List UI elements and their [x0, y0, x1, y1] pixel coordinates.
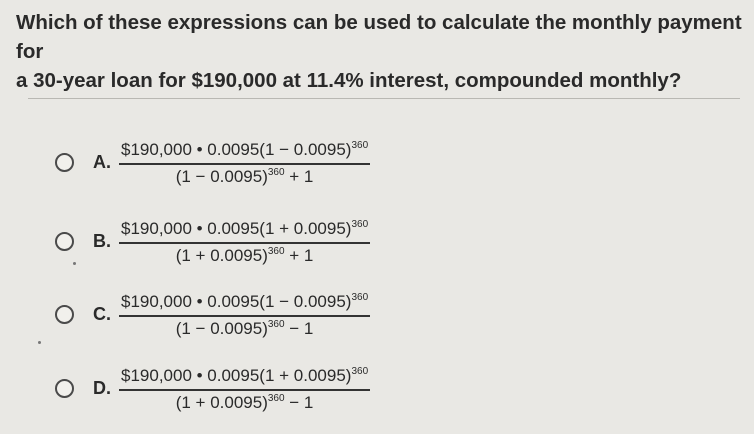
exponent: 360 — [351, 219, 369, 230]
fraction-expression — [119, 140, 370, 187]
question-text — [16, 8, 746, 95]
denominator — [176, 391, 314, 413]
numerator — [119, 292, 370, 315]
denominator-tail: − 1 — [284, 392, 314, 412]
numerator — [119, 140, 370, 163]
divider — [28, 98, 740, 99]
exponent: 360 — [267, 392, 285, 404]
radio-button-c[interactable] — [55, 305, 74, 324]
numerator-text: $190,000 • 0.0095(1 − 0.0095) — [121, 292, 352, 311]
stray-dot — [73, 262, 76, 265]
option-letter: A. — [93, 152, 111, 172]
option-d[interactable] — [55, 366, 415, 418]
denominator — [176, 165, 314, 187]
exponent: 360 — [267, 318, 285, 330]
denominator-text: (1 + 0.0095) — [175, 392, 268, 412]
fraction-expression — [119, 366, 370, 413]
option-b[interactable] — [55, 219, 415, 271]
exponent: 360 — [351, 140, 369, 151]
radio-button-a[interactable] — [55, 153, 74, 172]
denominator-text: (1 − 0.0095) — [175, 318, 268, 338]
fraction-expression — [119, 292, 370, 339]
denominator — [176, 317, 314, 339]
numerator-text: $190,000 • 0.0095(1 + 0.0095) — [121, 219, 352, 238]
numerator — [119, 219, 370, 242]
exponent: 360 — [267, 245, 285, 257]
option-letter: D. — [93, 378, 111, 398]
question-line-1: Which of these expressions can be used to calculate the monthly payment for — [16, 11, 742, 63]
denominator-tail: + 1 — [284, 166, 314, 186]
exponent: 360 — [351, 292, 369, 303]
denominator-tail: − 1 — [284, 318, 314, 338]
option-letter: B. — [93, 231, 111, 251]
numerator-text: $190,000 • 0.0095(1 + 0.0095) — [121, 366, 352, 385]
exponent: 360 — [267, 166, 285, 178]
option-c[interactable] — [55, 292, 415, 344]
denominator — [176, 244, 314, 266]
denominator-text: (1 − 0.0095) — [175, 166, 268, 186]
numerator — [119, 366, 370, 389]
option-a[interactable] — [55, 140, 415, 192]
question-line-2: a 30-year loan for $190,000 at 11.4% interest, compounded monthly? — [16, 69, 682, 92]
radio-button-d[interactable] — [55, 379, 74, 398]
radio-button-b[interactable] — [55, 232, 74, 251]
numerator-text: $190,000 • 0.0095(1 − 0.0095) — [121, 140, 352, 159]
option-letter: C. — [93, 304, 111, 324]
denominator-tail: + 1 — [284, 245, 314, 265]
denominator-text: (1 + 0.0095) — [175, 245, 268, 265]
stray-dot — [38, 341, 41, 344]
exponent: 360 — [351, 366, 369, 377]
fraction-expression — [119, 219, 370, 266]
